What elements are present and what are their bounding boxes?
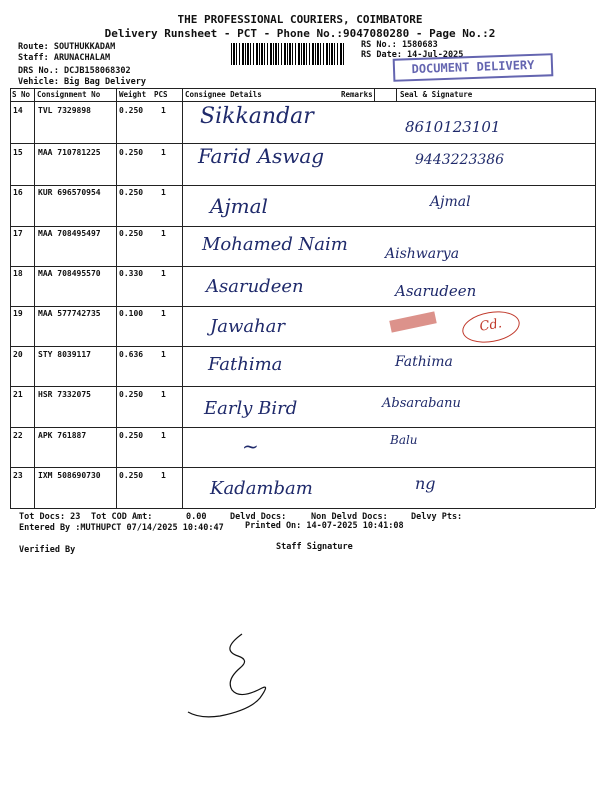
vehicle-label: Vehicle: Big Bag Delivery xyxy=(18,77,146,87)
row-consignment: KUR 696570954 xyxy=(38,188,101,197)
staff-signature-label: Staff Signature xyxy=(276,542,353,552)
row-weight: 0.250 xyxy=(119,471,144,480)
row-pcs: 1 xyxy=(161,309,166,318)
row-sno: 15 xyxy=(13,148,23,157)
printed-on: Printed On: 14-07-2025 10:41:08 xyxy=(245,521,404,531)
rs-date: RS Date: 14-Jul-2025 xyxy=(361,50,464,60)
row-weight: 0.250 xyxy=(119,148,144,157)
row-weight: 0.636 xyxy=(119,350,144,359)
row-consignment: MAA 710781225 xyxy=(38,148,101,157)
row-signature: Fathima xyxy=(395,354,453,370)
row-sno: 23 xyxy=(13,471,23,480)
row-pcs: 1 xyxy=(161,148,166,157)
row-signature: Balu xyxy=(390,433,418,447)
non-delivered-docs: Non Delvd Docs: xyxy=(311,512,388,522)
row-consignee-handwriting: Fathima xyxy=(208,354,283,375)
row-weight: 0.250 xyxy=(119,229,144,238)
row-consignee-handwriting: Farid Aswag xyxy=(198,144,325,168)
row-pcs: 1 xyxy=(161,471,166,480)
row-signature: 8610123101 xyxy=(405,118,501,136)
row-sno: 16 xyxy=(13,188,23,197)
row-sno: 22 xyxy=(13,431,23,440)
col-consignment: Consignment No xyxy=(37,90,101,99)
row-consignee-handwriting: Early Bird xyxy=(204,398,298,419)
route-label: Route: SOUTHUKKADAM xyxy=(18,42,116,52)
row-pcs: 1 xyxy=(161,390,166,399)
delivered-docs: Delvd Docs: xyxy=(230,512,287,522)
row-sno: 20 xyxy=(13,350,23,359)
row-signature: Cd. xyxy=(460,307,522,347)
staff-label: Staff: ARUNACHALAM xyxy=(18,53,111,63)
row-consignment: MAA 577742735 xyxy=(38,309,101,318)
row-consignee-handwriting: Kadambam xyxy=(210,478,313,499)
col-sno: S No xyxy=(12,90,31,99)
row-sno: 18 xyxy=(13,269,23,278)
row-consignment: MAA 708495497 xyxy=(38,229,101,238)
row-weight: 0.250 xyxy=(119,431,144,440)
col-consignee: Consignee Details xyxy=(185,90,262,99)
row-pcs: 1 xyxy=(161,106,166,115)
row-consignment: TVL 7329898 xyxy=(38,106,91,115)
delivery-points: Delvy Pts: xyxy=(411,512,463,522)
row-consignment: HSR 7332075 xyxy=(38,390,91,399)
row-consignment: STY 8039117 xyxy=(38,350,91,359)
row-weight: 0.330 xyxy=(119,269,144,278)
entered-by: Entered By :MUTHUPCT 07/14/2025 10:40:47 xyxy=(19,523,224,533)
row-signature: Asarudeen xyxy=(395,282,477,300)
row-consignment: APK 761887 xyxy=(38,431,87,440)
col-pcs: PCS xyxy=(154,90,168,99)
rs-number: RS No.: 1580683 xyxy=(361,40,438,50)
row-consignee-handwriting: Jawahar xyxy=(210,316,286,337)
row-sno: 19 xyxy=(13,309,23,318)
total-docs: Tot Docs: 23 xyxy=(19,512,81,522)
staff-signature-drawing xyxy=(180,620,320,720)
row-signature: Aishwarya xyxy=(385,246,460,262)
row-consignee-handwriting: Asarudeen xyxy=(206,276,304,297)
row-sno: 17 xyxy=(13,229,23,238)
verified-by: Verified By xyxy=(19,545,76,555)
row-consignee-handwriting: Ajmal xyxy=(210,194,268,218)
col-seal-signature: Seal & Signature xyxy=(400,90,473,99)
runsheet-table xyxy=(10,88,595,508)
row-pcs: 1 xyxy=(161,188,166,197)
col-remarks: Remarks xyxy=(341,90,373,99)
row-consignee-handwriting: Sikkandar xyxy=(200,104,314,129)
row-weight: 0.100 xyxy=(119,309,144,318)
runsheet-title: Delivery Runsheet - PCT - Phone No.:9047080280 - Page No.:2 xyxy=(104,27,496,40)
row-consignee-handwriting: ~ xyxy=(242,434,259,458)
total-cod-label: Tot COD Amt: xyxy=(91,512,153,522)
drs-number: DRS No.: DCJB158068302 xyxy=(18,66,131,76)
total-cod-amount: 0.00 xyxy=(186,512,207,522)
row-signature: Ajmal xyxy=(430,194,471,210)
row-pcs: 1 xyxy=(161,269,166,278)
row-sno: 21 xyxy=(13,390,23,399)
row-signature: 9443223386 xyxy=(415,152,505,168)
col-weight: Weight xyxy=(119,90,147,99)
row-weight: 0.250 xyxy=(119,188,144,197)
row-pcs: 1 xyxy=(161,229,166,238)
row-signature: Absarabanu xyxy=(382,396,461,411)
company-name: THE PROFESSIONAL COURIERS, COIMBATORE xyxy=(177,13,423,26)
document-delivery-stamp: DOCUMENT DELIVERY xyxy=(393,53,554,82)
row-weight: 0.250 xyxy=(119,390,144,399)
row-pcs: 1 xyxy=(161,350,166,359)
barcode xyxy=(231,43,345,65)
row-pcs: 1 xyxy=(161,431,166,440)
row-weight: 0.250 xyxy=(119,106,144,115)
scribble-mark xyxy=(389,311,436,332)
row-consignee-handwriting: Mohamed Naim xyxy=(202,234,348,255)
row-signature: ng xyxy=(415,474,436,493)
row-consignment: MAA 708495570 xyxy=(38,269,101,278)
row-consignment: IXM 508690730 xyxy=(38,471,101,480)
row-sno: 14 xyxy=(13,106,23,115)
